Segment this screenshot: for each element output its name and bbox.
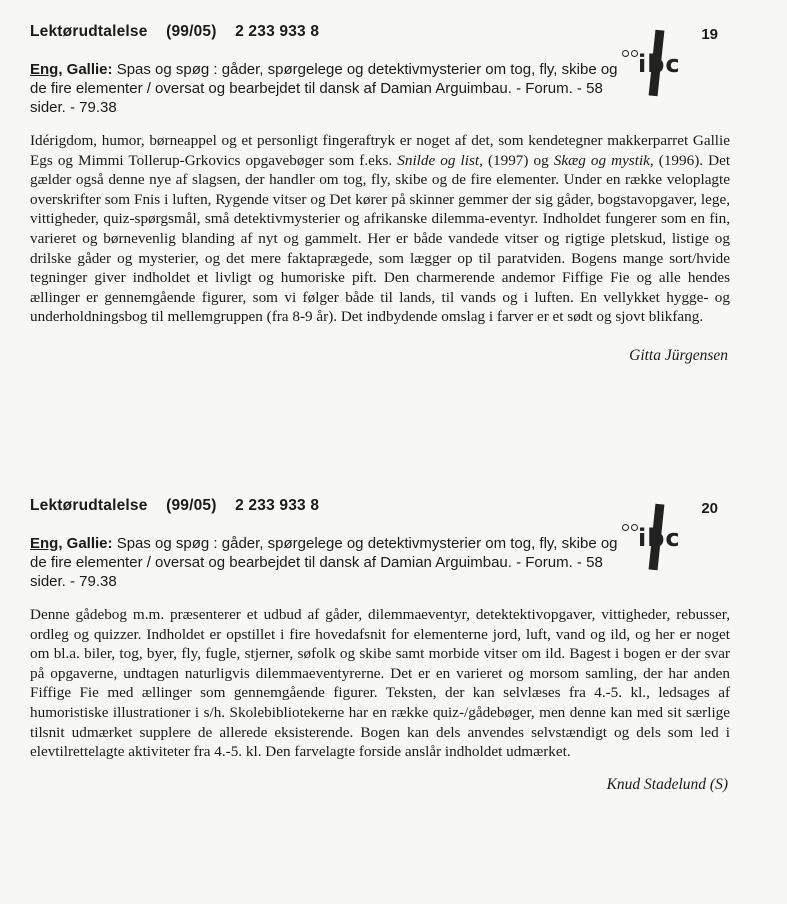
ibc-logo-icon <box>622 500 692 572</box>
book-title: Skæg og mystik, <box>553 151 654 169</box>
bib-details: Spas og spøg : gåder, spørgelege og detektivmysterier om tog, fly, skibe og de fire elementer / oversat og bearbejdet til dansk af Damian Arguimbau. - Forum. - 58 sider. - 79.38 <box>30 535 618 590</box>
header-issue: (99/05) <box>166 23 217 40</box>
bibliographic-entry <box>30 60 630 117</box>
logo-dot <box>631 524 638 531</box>
author <box>30 535 113 552</box>
reviewer-signature: Gitta Jürgensen <box>629 346 728 364</box>
page-number: 20 <box>701 500 718 517</box>
header-number: 2 233 933 8 <box>235 23 320 40</box>
author-given: Gallie: <box>66 61 113 78</box>
author-surname: Eng, <box>30 535 63 552</box>
header-number: 2 233 933 8 <box>235 497 320 514</box>
logo-text: ibc <box>638 524 681 552</box>
logo-text: ibc <box>638 50 681 78</box>
review-text <box>30 605 730 762</box>
review-text <box>30 131 730 327</box>
review-text-part: Denne gådebog m.m. præsenterer et udbud af gåder, dilemmaeventyr, detektektivopgaver, vittigheder, rebusser, ordleg og quizzer. Indholdet er opstillet i fire hovedafsnit for elementerne jord, luft, vand og ild, og her er noget om bl.a. biler, tog, byer, fly, fugle, stjerner, søfolk og skibe samt morbide vitser om ild. Bagest i bogen er der svar på opgaverne, undtagen naturligvis dilemmaeventyrerne. Det er en varieret og morsom samling, der har anden Fiffige Fie med ællinger som gennemgående figurer. Teksten, der kan selvlæses fra 4.-5. kl., ledsages af humoristiske illustrationer i s/h. Skolebibliotekerne har en række quiz-/gådebøger, men denne kan med sit særlige tilsnit udmærket supplere de allerede eksisterende. Bogen kan dels anvendes selvstændigt og dels som led i elevtilrettelagte aktiviteter fra 4.-5. kl. Den farvelagte forside anslår indholdet udmærket. <box>30 606 730 761</box>
review-20 <box>30 494 730 794</box>
review-text-part: (1997) og <box>487 151 549 169</box>
review-text-part: Idérigdom, humor, børneappel og et personligt fingeraftryk er noget af det, som kendetegner makkerparret Gallie Egs og Mimmi Tollerup-Grkovics opgavebøger som f.eks. <box>30 132 730 169</box>
reviewer-signature: Knud Stadelund (S) <box>606 775 728 793</box>
review-19 <box>30 20 730 365</box>
header-title: Lektørudtalelse <box>30 497 148 514</box>
author-given: Gallie: <box>66 535 113 552</box>
review-text-part: (1996). Det gælder også denne nye af slagsen, der handler om tog, fly, skibe og de fire elementer. Under en række veloplagte overskrifter som Fnis i luften, Rygende vitser og Det kører på skinner gemmer der sig gåder, bogstavopgaver, lege, vittigheder, quiz-spørgsmål, små detektivmysterier og afrikanske dilemma-eventyr. Indholdet fungerer som en fin, varieret og børnevenlig blanding af nyt og gammelt. Her er både vandede vitser og rigtige pletskud, listige og drilske gåder og mysterier, og det mere faktaprægede, som lægger op til paratviden. Bogens mange sort/hvide tegninger giver indholdet et livligt og humoriske pift. Den charmerende andemor Fiffige Fie og alle hendes ællinger er gennemgående figurer, som vi følger både til lands, til vands og i luften. En vellykket hygge- og underholdningsbog til mellemgruppen (fra 8-9 år). Det indbydende omslag i farver er et sødt og sjovt blikfang. <box>30 151 731 326</box>
logo-dot <box>622 524 629 531</box>
page-number: 19 <box>701 26 718 43</box>
bib-details: Spas og spøg : gåder, spørgelege og detektivmysterier om tog, fly, skibe og de fire elementer / oversat og bearbejdet til dansk af Damian Arguimbau. - Forum. - 58 sider. - 79.38 <box>30 61 618 116</box>
author <box>30 61 113 78</box>
logo-dot <box>622 50 629 57</box>
ibc-logo-icon <box>622 26 692 98</box>
bibliographic-entry <box>30 534 630 591</box>
header-issue: (99/05) <box>166 497 217 514</box>
book-title: Snilde og list, <box>397 151 483 169</box>
author-surname: Eng, <box>30 61 63 78</box>
logo-dot <box>631 50 638 57</box>
header-title: Lektørudtalelse <box>30 23 148 40</box>
